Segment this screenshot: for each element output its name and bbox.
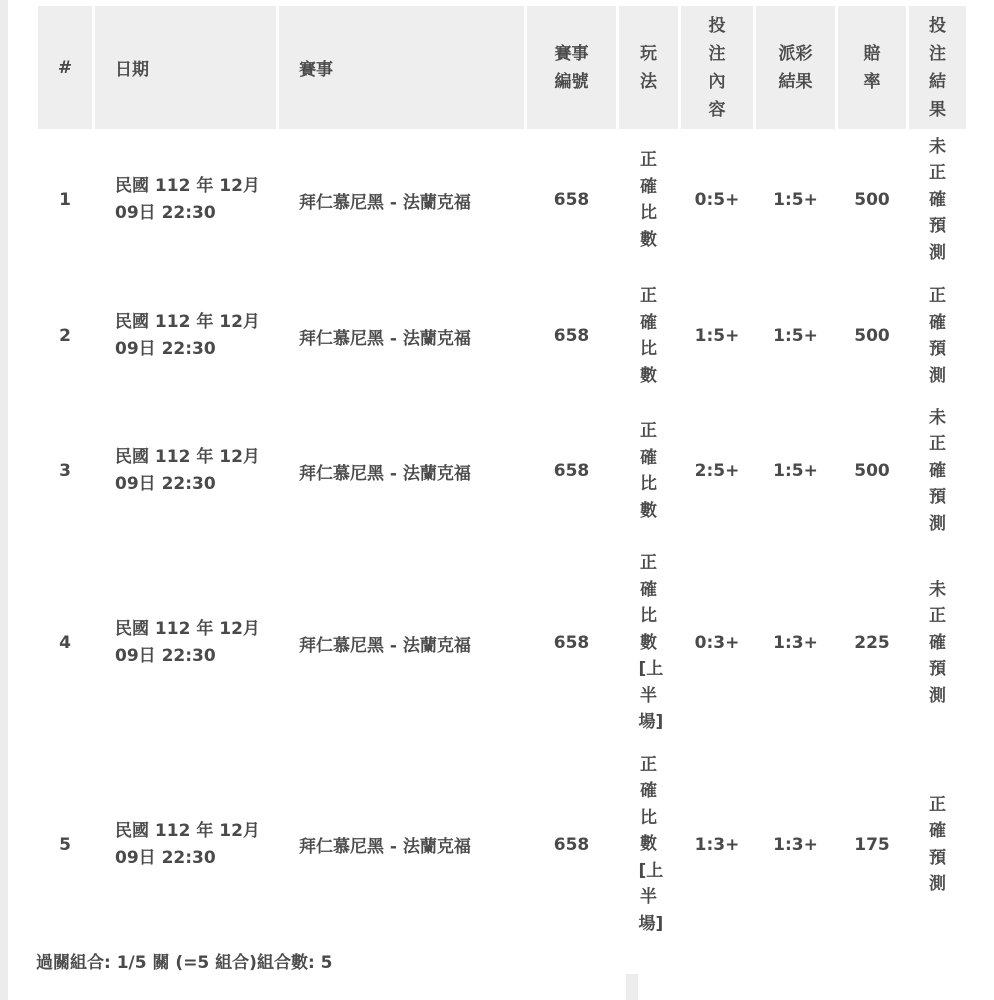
cell-bet-content bbox=[681, 269, 753, 403]
cell-result bbox=[756, 403, 835, 539]
cell-text-odds: 500 bbox=[854, 190, 890, 210]
header-label-event: 賽事 bbox=[299, 60, 333, 80]
header-cell-bet-content bbox=[681, 6, 753, 129]
cell-text-index: 5 bbox=[59, 834, 71, 855]
cell-result bbox=[756, 131, 835, 269]
cell-text-bet-content: 1:5+ bbox=[694, 326, 740, 346]
cell-text-bet-content: 2:5+ bbox=[694, 461, 740, 481]
header-label-date: 日期 bbox=[115, 60, 149, 80]
cell-text-event-no: 658 bbox=[553, 326, 590, 346]
cell-text-result: 1:3+ bbox=[773, 633, 818, 653]
cell-event bbox=[279, 403, 524, 539]
cell-date bbox=[95, 131, 276, 269]
cell-text-result: 1:5+ bbox=[773, 190, 818, 210]
cell-bet-result bbox=[909, 747, 966, 942]
cell-bet-content bbox=[681, 747, 753, 942]
cell-text-event: 拜仁慕尼黑 - 法蘭克福 bbox=[299, 463, 471, 484]
cell-text-result: 1:5+ bbox=[773, 326, 818, 346]
header-cell-event bbox=[279, 6, 524, 129]
cell-text-bet-result: 未正確預測 bbox=[929, 407, 946, 534]
cell-bet-result bbox=[909, 269, 966, 403]
cell-odds bbox=[838, 403, 906, 539]
cell-text-result: 1:3+ bbox=[773, 834, 818, 855]
cell-date bbox=[95, 403, 276, 539]
cell-bet-content bbox=[681, 403, 753, 539]
cell-event bbox=[279, 131, 524, 269]
header-cell-odds bbox=[838, 6, 906, 129]
cell-event-no bbox=[527, 747, 616, 942]
cell-text-date: 民國 112 年 12月 09日 22:30 bbox=[115, 312, 260, 359]
parlay-summary: 過關組合: 1/5 關 (=5 組合)組合數: 5 bbox=[36, 953, 333, 973]
cell-text-result: 1:5+ bbox=[773, 461, 818, 481]
header-cell-play bbox=[619, 6, 678, 129]
cell-result bbox=[756, 539, 835, 747]
cell-date bbox=[95, 747, 276, 942]
cell-text-bet-result: 正確預測 bbox=[929, 794, 946, 894]
cell-text-odds: 175 bbox=[854, 834, 890, 855]
cell-index bbox=[38, 747, 92, 942]
cell-index bbox=[38, 403, 92, 539]
cell-bet-result bbox=[909, 539, 966, 747]
header-label-index: # bbox=[57, 57, 73, 78]
header-cell-date bbox=[95, 6, 276, 129]
cell-date bbox=[95, 269, 276, 403]
left-edge-bar bbox=[0, 0, 8, 1000]
header-cell-bet-result bbox=[909, 6, 966, 129]
cell-text-event: 拜仁慕尼黑 - 法蘭克福 bbox=[299, 328, 471, 349]
cell-text-odds: 500 bbox=[854, 326, 890, 346]
cell-play bbox=[619, 269, 678, 403]
cell-text-bet-result: 正確預測 bbox=[929, 286, 946, 386]
scrollbar-stub[interactable] bbox=[626, 974, 638, 1000]
cell-event-no bbox=[527, 539, 616, 747]
cell-text-play: 正確比數[上半場] bbox=[638, 553, 664, 733]
cell-text-bet-result: 未正確預測 bbox=[929, 136, 946, 263]
cell-text-play: 正確比數[上半場] bbox=[638, 754, 664, 934]
cell-text-bet-content: 1:3+ bbox=[694, 834, 740, 855]
header-label-bet-content: 投注內容 bbox=[708, 15, 726, 120]
cell-odds bbox=[838, 747, 906, 942]
cell-event bbox=[279, 747, 524, 942]
header-label-odds: 賠率 bbox=[863, 43, 881, 92]
cell-index bbox=[38, 269, 92, 403]
cell-bet-content bbox=[681, 539, 753, 747]
header-label-event-no: 賽事編號 bbox=[554, 43, 589, 92]
cell-play bbox=[619, 539, 678, 747]
cell-text-play: 正確比數 bbox=[640, 421, 657, 521]
header-label-bet-result: 投注結果 bbox=[929, 15, 946, 120]
cell-date bbox=[95, 539, 276, 747]
header-cell-result bbox=[756, 6, 835, 129]
cell-text-odds: 500 bbox=[854, 461, 890, 481]
cell-event-no bbox=[527, 131, 616, 269]
cell-text-event: 拜仁慕尼黑 - 法蘭克福 bbox=[299, 635, 471, 656]
cell-text-event-no: 658 bbox=[553, 834, 590, 855]
cell-text-date: 民國 112 年 12月 09日 22:30 bbox=[115, 176, 260, 223]
cell-text-bet-content: 0:5+ bbox=[694, 190, 740, 210]
cell-play bbox=[619, 131, 678, 269]
cell-text-index: 1 bbox=[59, 190, 71, 210]
cell-odds bbox=[838, 131, 906, 269]
cell-text-date: 民國 112 年 12月 09日 22:30 bbox=[115, 447, 260, 494]
cell-result bbox=[756, 269, 835, 403]
header-label-result: 派彩結果 bbox=[778, 43, 813, 92]
cell-text-event: 拜仁慕尼黑 - 法蘭克福 bbox=[299, 192, 471, 213]
cell-play bbox=[619, 403, 678, 539]
cell-index bbox=[38, 131, 92, 269]
cell-text-bet-result: 未正確預測 bbox=[929, 579, 946, 706]
cell-text-bet-content: 0:3+ bbox=[694, 633, 740, 653]
cell-text-play: 正確比數 bbox=[640, 286, 657, 386]
cell-event-no bbox=[527, 269, 616, 403]
cell-event bbox=[279, 539, 524, 747]
cell-text-date: 民國 112 年 12月 09日 22:30 bbox=[115, 820, 260, 868]
cell-text-index: 4 bbox=[59, 633, 71, 653]
cell-bet-content bbox=[681, 131, 753, 269]
cell-text-event-no: 658 bbox=[553, 633, 590, 653]
cell-text-event-no: 658 bbox=[553, 461, 590, 481]
cell-bet-result bbox=[909, 403, 966, 539]
cell-odds bbox=[838, 539, 906, 747]
header-label-play: 玩法 bbox=[640, 43, 657, 92]
cell-text-index: 3 bbox=[59, 461, 71, 481]
cell-index bbox=[38, 539, 92, 747]
cell-text-odds: 225 bbox=[854, 633, 890, 653]
cell-odds bbox=[838, 269, 906, 403]
cell-event bbox=[279, 269, 524, 403]
cell-text-date: 民國 112 年 12月 09日 22:30 bbox=[115, 619, 260, 666]
cell-result bbox=[756, 747, 835, 942]
cell-text-event-no: 658 bbox=[553, 190, 590, 210]
cell-text-index: 2 bbox=[59, 326, 71, 346]
cell-bet-result bbox=[909, 131, 966, 269]
header-cell-event-no bbox=[527, 6, 616, 129]
cell-event-no bbox=[527, 403, 616, 539]
header-cell-index bbox=[38, 6, 92, 129]
cell-text-event: 拜仁慕尼黑 - 法蘭克福 bbox=[299, 837, 471, 857]
cell-text-play: 正確比數 bbox=[640, 150, 657, 250]
cell-play bbox=[619, 747, 678, 942]
